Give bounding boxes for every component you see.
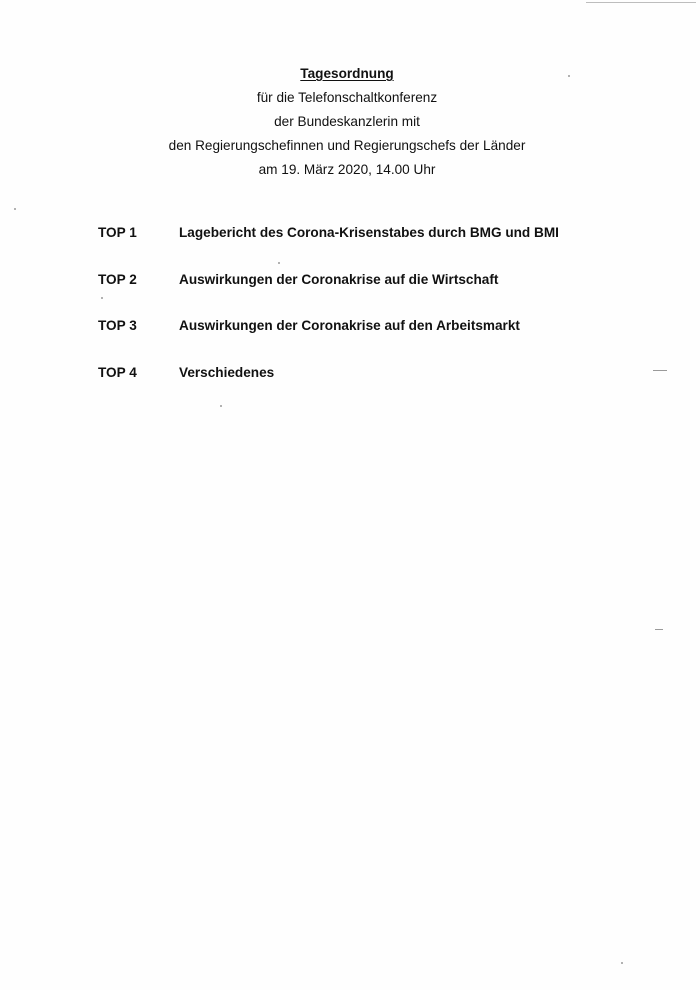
agenda-item-text: Verschiedenes (179, 364, 275, 380)
agenda-item-text: Auswirkungen der Coronakrise auf die Wirtschaft (179, 271, 499, 287)
scan-speck (568, 75, 570, 77)
scan-artifact-line (586, 2, 696, 3)
header-line-2: der Bundeskanzlerin mit (274, 114, 420, 129)
agenda-item (98, 365, 658, 412)
scan-speck (101, 297, 103, 299)
scan-speck (14, 208, 16, 210)
document-title: Tagesordnung (300, 66, 394, 81)
agenda-item (98, 272, 658, 319)
document-header (0, 62, 694, 182)
agenda-item-text: Auswirkungen der Coronakrise auf den Arbeitsmarkt (179, 318, 520, 333)
scan-speck (278, 262, 280, 264)
agenda-item-number: TOP 4 (98, 364, 137, 380)
scan-speck (220, 405, 222, 407)
header-line-4: am 19. März 2020, 14.00 Uhr (258, 162, 436, 177)
scan-speck (621, 962, 623, 964)
header-line-1: für die Telefonschaltkonferenz (256, 90, 438, 105)
agenda-item (98, 318, 658, 365)
header-line-3: den Regierungschefinnen und Regierungschefs der Länder (168, 138, 526, 153)
agenda-item-number: TOP 2 (98, 271, 137, 287)
scan-speck (653, 370, 667, 371)
agenda-item-number: TOP 1 (98, 225, 137, 240)
agenda-item-text: Lagebericht des Corona-Krisenstabes durch BMG und BMI (179, 225, 559, 240)
scan-speck (655, 629, 663, 630)
agenda-item-number: TOP 3 (98, 318, 137, 333)
agenda-item (98, 225, 658, 272)
agenda-list (98, 225, 658, 411)
